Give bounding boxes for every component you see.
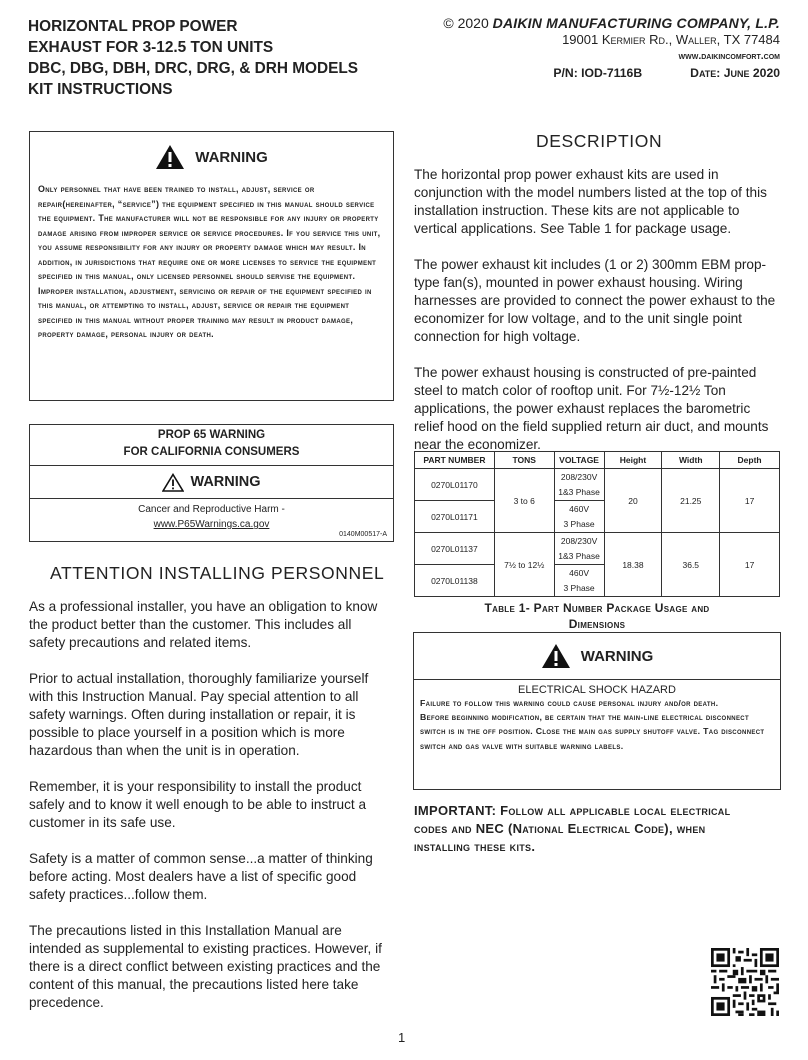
table-cell-tons: 3 to 6 [494,469,554,533]
warning-paragraph: Improper installation, adjustment, servicing or repair of the equipment specified in this manual, or attempting to install, adjust, service or repair the equipment specified in this manual without proper training may result in product damage, property damage, personal injury or death. [38,285,372,339]
description-section [414,166,780,454]
prop65-warning-header [30,466,393,499]
prop65-body [30,499,393,532]
prop65-warning-box [29,424,394,542]
table-cell-voltage: 460V [554,565,604,581]
table-caption [414,600,780,632]
table-cell-height: 18.38 [604,533,662,597]
important-note [414,802,764,856]
table-cell-part: 0270L01138 [415,565,495,597]
table-cell-width: 21.25 [662,469,720,533]
important-text: Follow all applicable local electrical codes and NEC (National Electrical Code), when installing these kits. [414,803,731,854]
electrical-warning-box [413,632,781,790]
document-title [28,16,398,100]
table-cell-depth: 17 [720,469,780,533]
prop65-title-line: FOR CALIFORNIA CONSUMERS [123,445,300,458]
table-row [415,533,780,549]
attention-paragraph: The precautions listed in this Installation Manual are intended as supplemental to existing practices. However, if there is a direct conflict between existing practices and the content of this manual, the precautions listed here take precedence. [29,923,382,1010]
electrical-warning-text [414,696,780,753]
prop65-warning-title: WARNING [190,474,261,490]
description-paragraph: The power exhaust kit includes (1 or 2) 300mm EBM prop-type fan(s), mounted in power exhaust housing. Wiring harnesses are provided to connect the power exhaust to the economizer for low voltage, and to the unit single point connection for high voltage. [414,257,776,344]
table-caption-line: Dimensions [568,617,626,631]
warning-title: WARNING [195,148,268,166]
table-cell-tons: 7½ to 12½ [494,533,554,597]
table-header: PART NUMBER [415,452,495,469]
table-cell-part: 0270L01137 [415,533,495,565]
warning-text [30,182,393,342]
document-date: Date: June 2020 [690,65,780,80]
prop65-text: Cancer and Reproductive Harm - [138,504,285,515]
attention-paragraph: As a professional installer, you have an obligation to know the product better than the customer. This includes all safety precautions and related items. [29,599,378,650]
prop65-title-line: PROP 65 WARNING [157,429,266,441]
warning-triangle-icon [541,643,571,669]
important-label: IMPORTANT: [414,803,497,818]
table-cell-voltage: 460V [554,501,604,517]
title-line: KIT INSTRUCTIONS [28,81,173,98]
table-header: Depth [720,452,780,469]
warning-triangle-outline-icon [162,473,184,492]
table-cell-voltage: 208/230V [554,533,604,549]
table-cell-phase: 3 Phase [554,581,604,597]
table-cell-width: 36.5 [662,533,720,597]
company-name: DAIKIN MANUFACTURING COMPANY, L.P. [492,15,780,31]
description-paragraph: The power exhaust housing is constructed of pre-painted steel to match color of rooftop unit. For 7½-12½ Ton applications, the power exhaust replaces the barometric relief hood on the field supplied return air duct, and mounts near the economizer. [414,365,769,452]
title-line: HORIZONTAL PROP POWER [28,18,238,35]
electrical-warning-paragraph: Before beginning modification, be certain that the main-line electrical disconnect switch is in the off position. Close the main gas supply shutoff valve. Tag disconnect switch and gas valve with suitable warning labels. [420,712,765,751]
page-number: 1 [398,1030,406,1045]
part-number: P/N: IOD-7116B [553,65,643,80]
prop65-code: 0140M00517-A [339,531,387,538]
electrical-warning-paragraph: Failure to follow this warning could cause personal injury and/or death. [420,698,719,708]
attention-paragraph: Safety is a matter of common sense...a matter of thinking before acting. Most dealers have a list of specific good safety practices...follow them. [29,851,373,902]
table-cell-phase: 3 Phase [554,517,604,533]
table-cell-phase: 1&3 Phase [554,485,604,501]
warning-triangle-icon [155,144,185,170]
warning-paragraph: Only personnel that have been trained to install, adjust, service or repair(hereinafter, “service”) the equipment specified in this manual should service the equipment. The manufacturer will not be responsible for any injury or property damage arising from improper service or service procedures. If you service this unit, you assume responsibility for any injury or property damage which may result. In addition, in jurisdictions that require one or more licenses to service the equipment specified in this manual, only licensed personnel should servise the equipment. [38,184,381,281]
table-header: Width [662,452,720,469]
table-cell-part: 0270L01171 [415,501,495,533]
table-caption-line: Table 1- Part Number Package Usage and [484,601,710,615]
table-cell-part: 0270L01170 [415,469,495,501]
attention-section [29,598,391,1012]
title-line: DBC, DBG, DBH, DRC, DRG, & DRH MODELS [28,60,359,77]
part-number-table [414,451,780,597]
qr-code [711,948,779,1016]
company-website[interactable]: www.daikincomfort.com [678,50,780,62]
electrical-warning-header [414,633,780,680]
copyright: © 2020 [443,15,489,31]
attention-paragraph: Remember, it is your responsibility to install the product safely and to know it well enough to be able to instruct a customer in its safe use. [29,779,367,830]
attention-heading: ATTENTION INSTALLING PERSONNEL [50,563,385,583]
company-address: 19001 Kermier Rd., Waller, TX 77484 [562,31,780,47]
attention-paragraph: Prior to actual installation, thoroughly familiarize yourself with this Instruction Manual. Pay special attention to all safety warnings. Often during installation or repair, it is possible to place yourself in a position which is more hazardous than when the unit is in operation. [29,671,369,758]
title-line: EXHAUST FOR 3-12.5 TON UNITS [28,39,274,56]
table-row [415,469,780,485]
table-cell-voltage: 208/230V [554,469,604,485]
description-heading: DESCRIPTION [536,131,663,151]
electrical-warning-title: WARNING [580,647,654,665]
table-header: VOLTAGE [554,452,604,469]
header-company-info [360,15,780,81]
table-header: Height [604,452,662,469]
electrical-warning-subtitle: ELECTRICAL SHOCK HAZARD [518,684,676,696]
table-cell-phase: 1&3 Phase [554,549,604,565]
prop65-link[interactable]: www.P65Warnings.ca.gov [153,519,270,530]
warning-header [30,132,393,182]
table-cell-height: 20 [604,469,662,533]
safety-warning-box [29,131,394,401]
description-paragraph: The horizontal prop power exhaust kits are used in conjunction with the model numbers listed at the top of this installation instruction. These kits are not applicable to vertical applications. See Table 1 for package usage. [414,167,767,236]
table-header: TONS [494,452,554,469]
table-header-row [415,452,780,469]
prop65-title [30,425,393,466]
table-cell-depth: 17 [720,533,780,597]
